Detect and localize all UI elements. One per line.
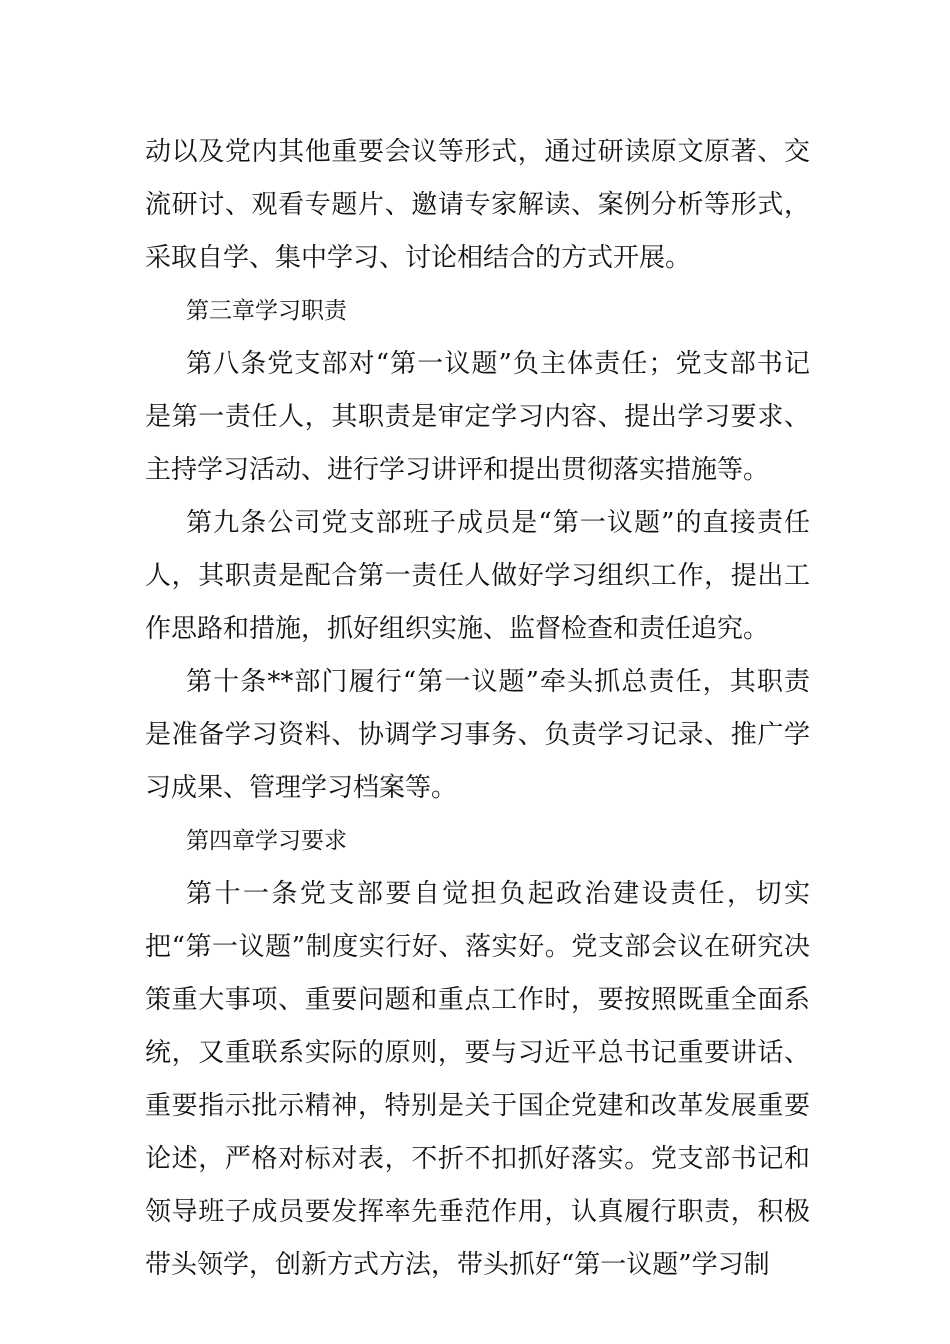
article-8-paragraph: 第八条党支部对“第一议题”负主体责任；党支部书记是第一责任人，其职责是审定学习内容、提出学习要求、主持学习活动、进行学习讲评和提出贯彻落实措施等。 (145, 349, 810, 485)
article-11-paragraph: 第十一条党支部要自觉担负起政治建设责任，切实把“第一议题”制度实行好、落实好。党支部会议在研究决策重大事项、重要问题和重点工作时，要按照既重全面系统，又重联系实际的原则，要与习近平总书记重要讲话、重要指示批示精神，特别是关于国企党建和改革发展重要论述，严格对标对表，不折不扣抓好落实。党支部书记和领导班子成员要发挥率先垂范作用，认真履行职责，积极带头领学，创新方式方法，带头抓好“第一议题”学习制 (145, 879, 810, 1280)
chapter-heading-3: 第三章学习职责 (186, 298, 347, 324)
article-9-paragraph: 第九条公司党支部班子成员是“第一议题”的直接责任人，其职责是配合第一责任人做好学习组织工作，提出工作思路和措施，抓好组织实施、监督检查和责任追究。 (145, 508, 810, 644)
paragraph-continued: 动以及党内其他重要会议等形式，通过研读原文原著、交流研讨、观看专题片、邀请专家解读、案例分析等形式，采取自学、集中学习、讨论相结合的方式开展。 (145, 137, 810, 273)
document-body (145, 126, 810, 1292)
chapter-heading-4: 第四章学习要求 (186, 828, 347, 854)
article-10-paragraph: 第十条**部门履行“第一议题”牵头抓总责任，其职责是准备学习资料、协调学习事务、负责学习记录、推广学习成果、管理学习档案等。 (145, 667, 810, 803)
